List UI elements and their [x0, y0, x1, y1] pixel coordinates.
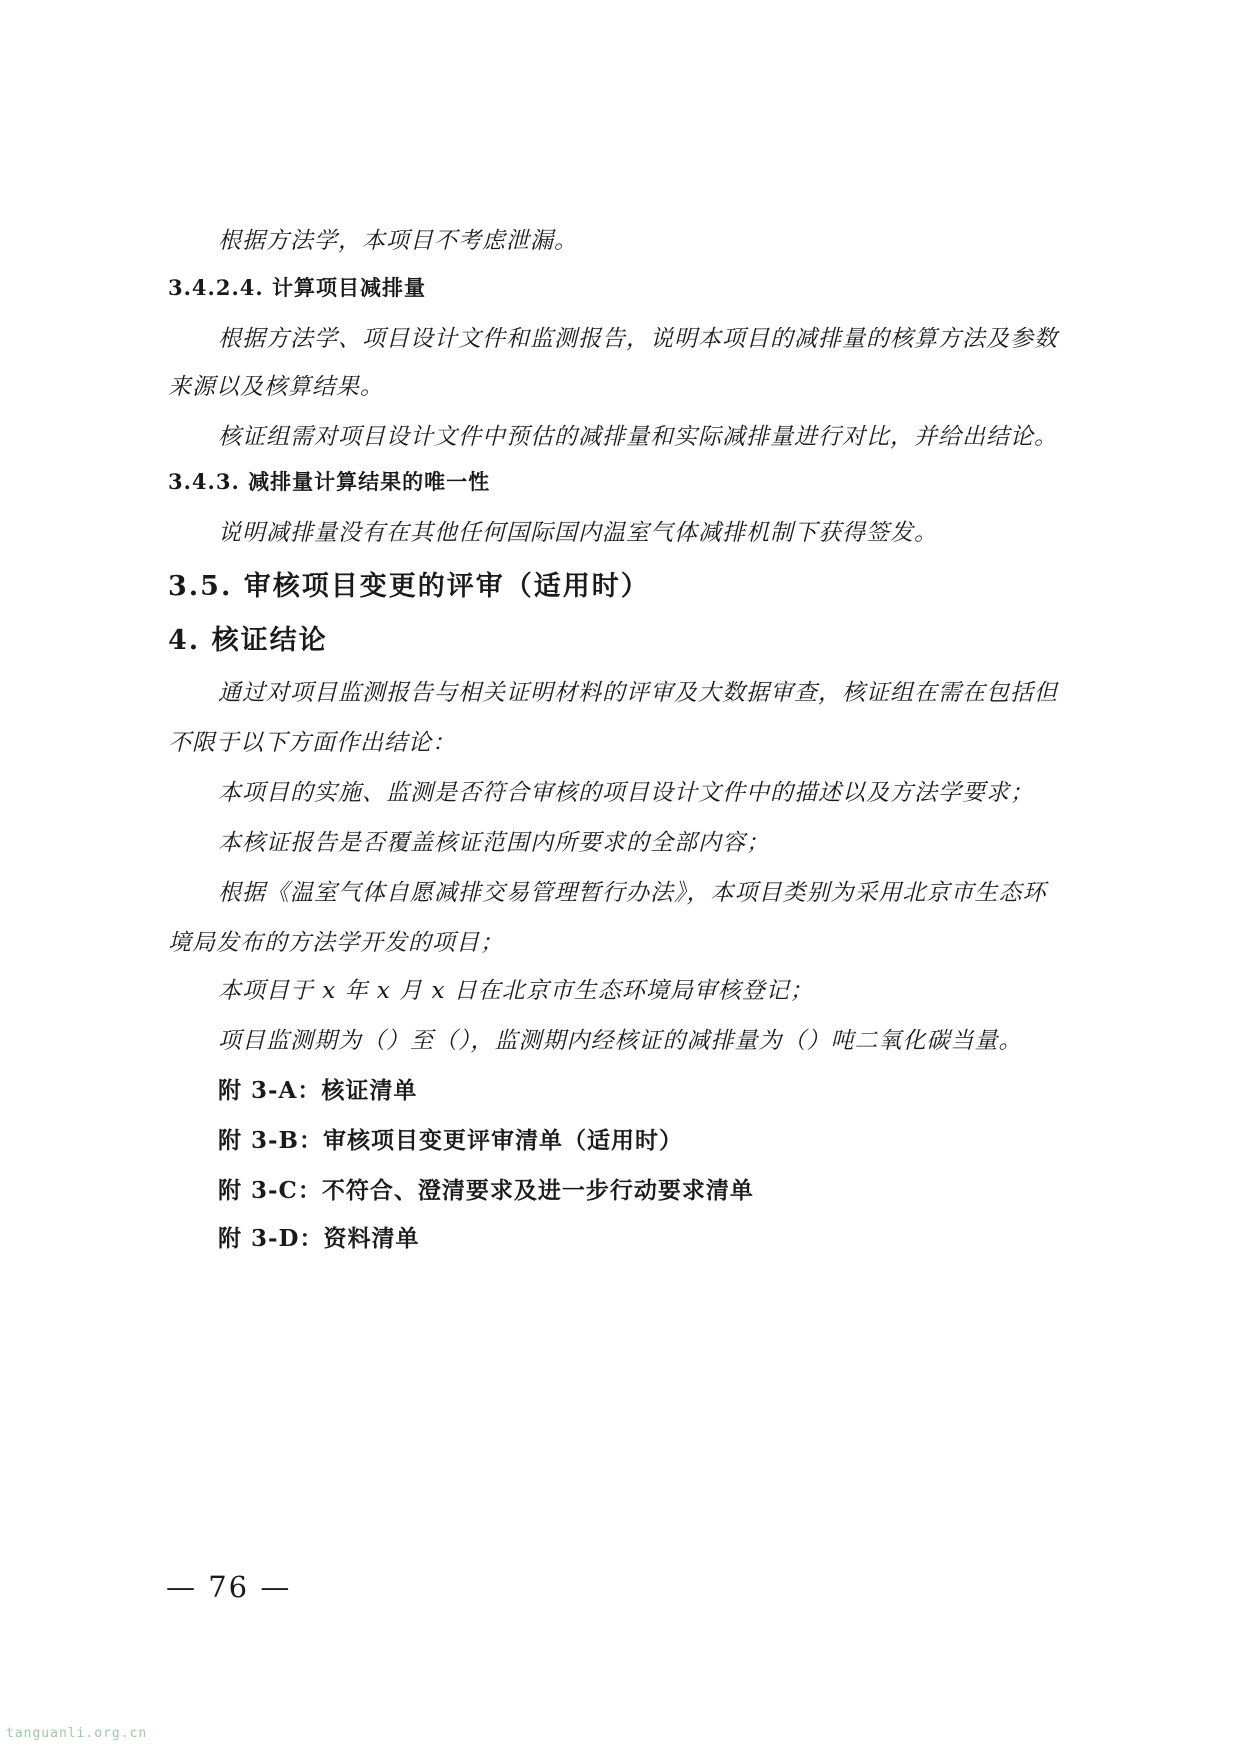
page-number: — 76 —	[166, 1570, 292, 1604]
annex-3-c: 附 3-C：不符合、澄清要求及进一步行动要求清单	[218, 1177, 754, 1204]
annex-3-b: 附 3-B：审核项目变更评审清单（适用时）	[218, 1127, 683, 1154]
paragraph-calc-method-1: 根据方法学、项目设计文件和监测报告，说明本项目的减排量的核算方法及参数	[218, 326, 1058, 352]
paragraph-monitoring-period: 项目监测期为（）至（），监测期内经核证的减排量为（）吨二氧化碳当量。	[218, 1028, 1023, 1054]
paragraph-leakage: 根据方法学，本项目不考虑泄漏。	[218, 228, 578, 254]
paragraph-implementation: 本项目的实施、监测是否符合审核的项目设计文件中的描述以及方法学要求；	[218, 780, 1034, 806]
annex-3-a: 附 3-A：核证清单	[218, 1077, 418, 1104]
heading-3-4-3: 3.4.3. 减排量计算结果的唯一性	[168, 469, 491, 494]
annex-3-d: 附 3-D：资料清单	[218, 1225, 420, 1252]
paragraph-category-1: 根据《温室气体自愿减排交易管理暂行办法》，本项目类别为采用北京市生态环	[218, 880, 1047, 906]
heading-3-5: 3.5. 审核项目变更的评审（适用时）	[168, 571, 650, 602]
paragraph-conclusion-1: 通过对项目监测报告与相关证明材料的评审及大数据审查，核证组在需在包括但	[218, 680, 1058, 706]
heading-4: 4. 核证结论	[168, 625, 328, 656]
paragraph-conclusion-2: 不限于以下方面作出结论：	[168, 730, 456, 756]
paragraph-registration: 本项目于 x 年 x 月 x 日在北京市生态环境局审核登记；	[218, 978, 814, 1004]
heading-3-4-2-4: 3.4.2.4. 计算项目减排量	[168, 275, 427, 300]
watermark: tanguanli.org.cn	[6, 1726, 148, 1741]
paragraph-coverage: 本核证报告是否覆盖核证范围内所要求的全部内容；	[218, 830, 770, 856]
paragraph-uniqueness: 说明减排量没有在其他任何国际国内温室气体减排机制下获得签发。	[218, 520, 938, 546]
paragraph-compare: 核证组需对项目设计文件中预估的减排量和实际减排量进行对比，并给出结论。	[218, 424, 1058, 450]
paragraph-calc-method-2: 来源以及核算结果。	[168, 374, 384, 400]
paragraph-category-2: 境局发布的方法学开发的项目；	[168, 930, 504, 956]
